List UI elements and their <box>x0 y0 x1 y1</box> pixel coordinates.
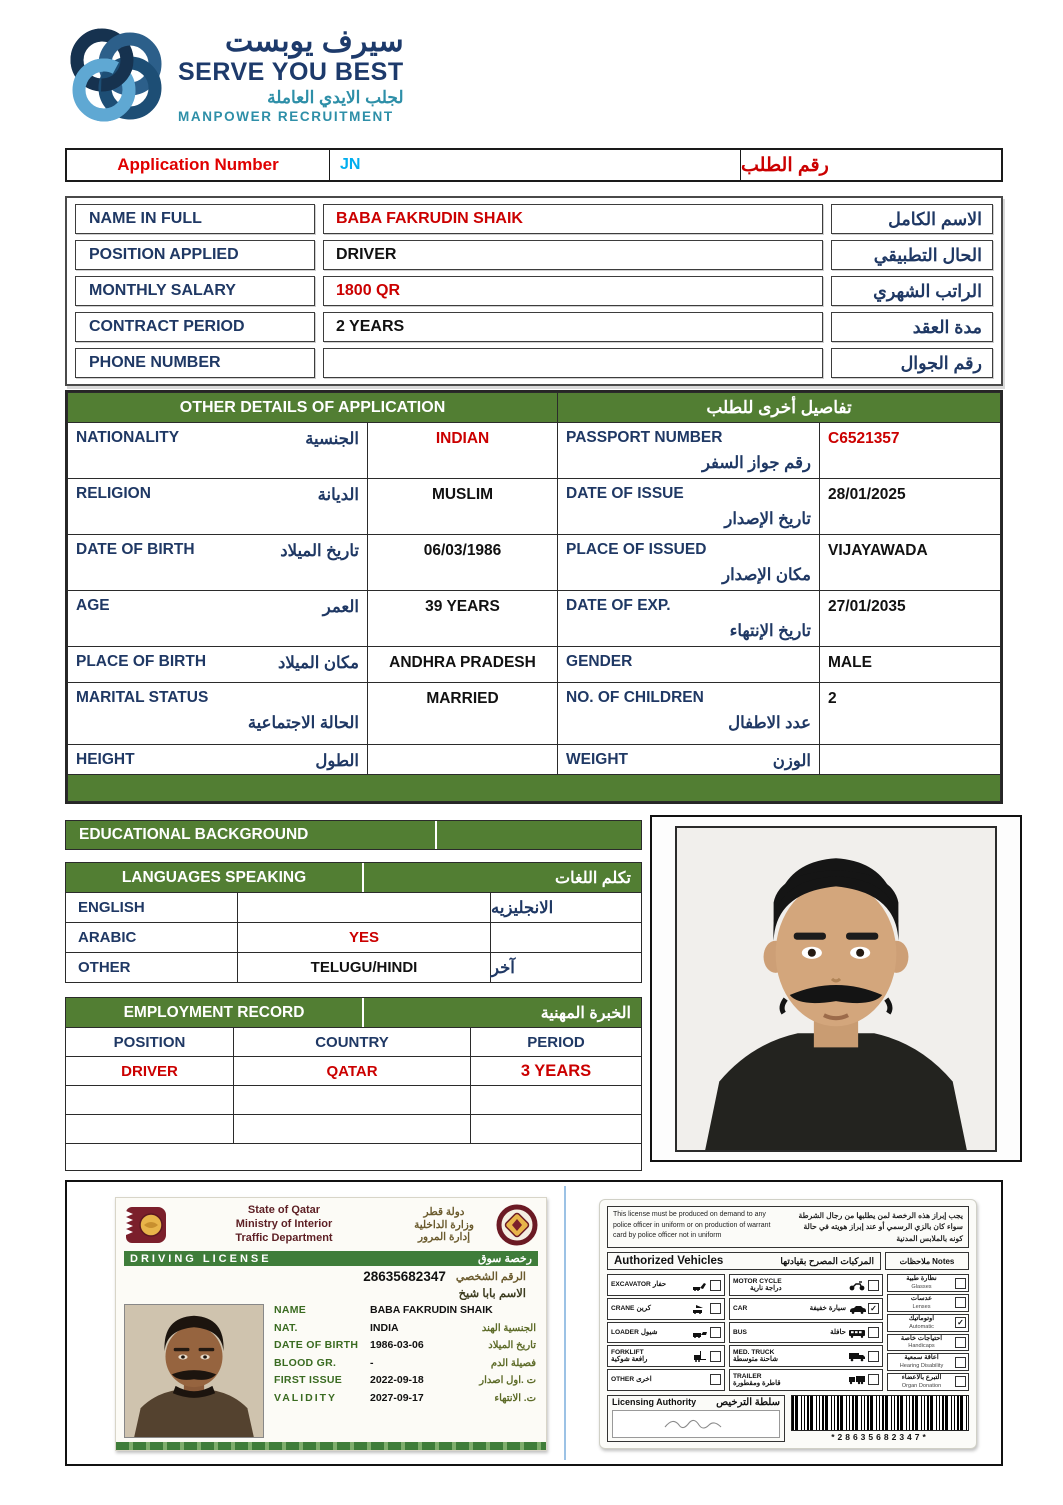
vehicle-checkbox <box>710 1303 721 1314</box>
field-value: VIJAYAWADA <box>820 535 1001 591</box>
excavator-icon <box>692 1280 708 1291</box>
barcode-number: *28635682347* <box>831 1432 929 1442</box>
note-row <box>887 1353 969 1371</box>
note-label-arabic: اعاقة سمعية <box>904 1354 939 1362</box>
other-details-title: OTHER DETAILS OF APPLICATION <box>68 393 558 423</box>
vehicle-label: BUS <box>733 1328 747 1336</box>
languages-header-empty <box>364 863 555 892</box>
applicant-portrait-image <box>677 828 995 1150</box>
field-value: 1800 QR <box>323 276 823 306</box>
logo-title-arabic: سيرف يوبست <box>225 24 404 58</box>
vehicle-row <box>607 1298 725 1320</box>
table-row <box>68 535 1001 591</box>
field-value: MALE <box>820 647 1001 683</box>
field-label-arabic: الحال التطبيقي <box>831 240 993 270</box>
language-label-arabic: الانجليزيه <box>491 898 554 917</box>
license-field-row <box>274 1392 538 1404</box>
field-label: NO. OF CHILDREN <box>566 689 704 706</box>
vehicle-label-arabic: دراجة نارية <box>749 1284 782 1292</box>
loader-icon <box>692 1327 708 1338</box>
field-value: ANDHRA PRADESH <box>368 647 558 683</box>
vehicle-checkbox <box>710 1351 721 1362</box>
educational-background-bar <box>65 820 642 850</box>
language-value: YES <box>238 923 491 952</box>
field-label-arabic: الوزن <box>772 752 812 770</box>
license-field-value: 2022-09-18 <box>370 1374 424 1387</box>
note-checkbox <box>955 1278 966 1289</box>
logo-knot-icon <box>64 20 168 130</box>
field-value: BABA FAKRUDIN SHAIK <box>323 204 823 234</box>
employment-country <box>234 1086 471 1114</box>
field-value: DRIVER <box>323 240 823 270</box>
vehicle-checkbox <box>868 1280 879 1291</box>
note-label-arabic: نظارة طبية <box>906 1275 937 1283</box>
note-row <box>887 1373 969 1391</box>
languages-title-arabic: تكلم اللغات <box>555 869 631 887</box>
field-label: HEIGHT <box>76 751 135 768</box>
field-label-arabic: الجنسية <box>305 430 359 448</box>
field-value: 39 YEARS <box>368 591 558 647</box>
field-label: AGE <box>76 597 110 614</box>
field-label: RELIGION <box>76 485 151 502</box>
field-value: 06/03/1986 <box>368 535 558 591</box>
vehicle-label: LOADER <box>611 1328 639 1336</box>
vehicle-label-arabic: سيارة خفيفة <box>809 1304 846 1312</box>
note-row <box>887 1334 969 1352</box>
field-label-arabic: الطول <box>315 752 359 770</box>
field-value <box>323 348 823 378</box>
field-value: 27/01/2035 <box>820 591 1001 647</box>
language-label-arabic <box>491 923 641 952</box>
note-label: Handicaps <box>908 1343 935 1350</box>
educational-background-empty <box>437 821 641 849</box>
field-label-arabic: مدة العقد <box>831 312 993 342</box>
vehicle-checkbox <box>868 1351 879 1362</box>
education-photo-section <box>65 820 1003 1172</box>
field-value: MUSLIM <box>368 479 558 535</box>
application-number-row <box>65 148 1003 182</box>
table-row <box>68 479 1001 535</box>
vehicle-row <box>607 1345 725 1367</box>
notes-header <box>885 1252 969 1270</box>
field-label-arabic: تاريخ الميلاد <box>280 542 359 560</box>
table-row <box>68 647 1001 683</box>
note-checkbox <box>955 1337 966 1348</box>
bus-icon <box>848 1328 866 1338</box>
employment-record-table <box>65 997 642 1171</box>
vehicle-checkbox <box>868 1327 879 1338</box>
field-value <box>368 745 558 775</box>
field-value: INDIAN <box>368 423 558 479</box>
license-issuer-text-arabic: دولة قطر وزارة الداخلية إدارة المرور <box>414 1206 474 1244</box>
table-row <box>66 1056 641 1085</box>
vehicle-label-arabic: رافعة شوكية <box>611 1356 648 1364</box>
note-row <box>887 1314 969 1332</box>
field-label: WEIGHT <box>566 751 629 768</box>
vehicle-checkbox <box>710 1374 721 1385</box>
language-label: ARABIC <box>66 923 238 952</box>
employment-title-arabic: الخبرة المهنية <box>540 1004 631 1022</box>
field-label-arabic: الراتب الشهري <box>831 276 993 306</box>
note-row <box>887 1294 969 1312</box>
field-label-arabic: رقم الجوال <box>831 348 993 378</box>
truck-icon <box>848 1351 866 1362</box>
language-label: ENGLISH <box>66 893 238 922</box>
educational-background-title: EDUCATIONAL BACKGROUND <box>66 821 437 849</box>
license-field-row <box>274 1339 538 1351</box>
employment-title: EMPLOYMENT RECORD <box>66 998 364 1027</box>
license-number-label-arabic: الرقم الشخصي <box>455 1271 526 1284</box>
table-row <box>66 922 641 952</box>
vehicle-label-arabic: اخرى <box>636 1376 652 1384</box>
other-details-title-arabic: تفاصيل أخرى للطلب <box>558 393 1001 423</box>
note-checkbox <box>955 1357 966 1368</box>
employment-position <box>66 1086 234 1114</box>
authority-signature <box>612 1410 780 1438</box>
vehicle-row <box>729 1274 883 1296</box>
license-field-label: FIRST ISSUE <box>274 1374 343 1387</box>
authorized-vehicles-header <box>607 1252 881 1270</box>
table-row <box>68 591 1001 647</box>
note-checkbox <box>955 1376 966 1387</box>
barcode-icon <box>791 1395 969 1431</box>
application-number-value: JN <box>330 150 741 180</box>
license-field-value: 2027-09-17 <box>370 1391 424 1404</box>
vehicle-label: TRAILER <box>733 1372 762 1380</box>
note-label-arabic: التبرع بالاعضاء <box>901 1374 942 1382</box>
license-field-label: VALIDITY <box>274 1391 338 1404</box>
driving-license-band-title: DRIVING LICENSE <box>130 1252 272 1265</box>
field-label-arabic: الديانة <box>317 486 359 504</box>
green-footer-row <box>68 775 1001 802</box>
vehicle-label-arabic: شاحنة متوسطة <box>733 1356 778 1364</box>
languages-table <box>65 862 642 983</box>
employment-position: DRIVER <box>66 1057 234 1085</box>
driving-license-front <box>115 1197 547 1451</box>
vehicle-row <box>607 1369 725 1391</box>
license-field-label: NAT. <box>274 1321 298 1334</box>
note-label-arabic: عدسات <box>910 1294 933 1302</box>
license-name-arabic: الاسم بابا شيخ <box>458 1288 526 1301</box>
employment-header-empty <box>364 998 541 1027</box>
table-row <box>75 348 993 378</box>
qatar-flag-emblem-icon <box>124 1203 170 1247</box>
license-field-arabic: ت .اول اصدار <box>479 1375 536 1387</box>
field-label: POSITION APPLIED <box>75 240 315 270</box>
notes-title-arabic: ملاحظات <box>899 1256 931 1266</box>
license-field-row <box>274 1304 538 1316</box>
license-field-arabic: الجنسية الهند <box>481 1322 536 1334</box>
license-field-label: NAME <box>274 1304 307 1317</box>
vehicle-label-arabic: قاطرة ومقطورة <box>733 1379 781 1387</box>
field-value: 2 <box>820 683 1001 745</box>
note-label-arabic: اوتوماتيك <box>908 1314 935 1322</box>
licensing-authority-label-arabic: سلطة الترخيص <box>716 1396 780 1408</box>
vehicle-checkbox: ✓ <box>868 1303 879 1314</box>
employment-period: 3 YEARS <box>520 1061 592 1080</box>
trailer-icon <box>848 1374 866 1385</box>
application-number-label: Application Number <box>67 150 330 180</box>
languages-title: LANGUAGES SPEAKING <box>66 863 364 892</box>
employment-empty-row <box>66 1143 641 1170</box>
license-field-value: BABA FAKRUDIN SHAIK <box>370 1304 493 1317</box>
field-label: DATE OF ISSUE <box>566 485 684 502</box>
field-value: 28/01/2025 <box>820 479 1001 535</box>
license-notice-text: This license must be produced on demand to any police officer in uniform or on production of warrant card by police officer not in uniform <box>613 1211 771 1239</box>
car-icon <box>848 1304 866 1314</box>
field-label: PLACE OF ISSUED <box>566 541 707 558</box>
employment-period <box>471 1115 641 1143</box>
table-row <box>66 893 641 922</box>
logo-subtitle-arabic: لجلب الايدي العاملة <box>267 88 404 108</box>
vehicle-label: MED. TRUCK <box>733 1348 775 1356</box>
field-label: DATE OF EXP. <box>566 597 671 614</box>
field-label-arabic: تاريخ الإصدار <box>724 510 812 528</box>
vehicle-label-arabic: شيول <box>640 1328 658 1336</box>
vehicle-row <box>729 1298 883 1320</box>
table-row <box>66 1085 641 1114</box>
license-notice-text-arabic: يجب إبراز هذه الرخصة لمن يطلبها من رجال الشرطة سواء كان بالزي الرسمي أو عند إبراز هويته في حالة كونه بالملابس المدنية <box>798 1211 963 1243</box>
vehicle-row <box>607 1322 725 1344</box>
field-label: CONTRACT PERIOD <box>75 312 315 342</box>
field-label-arabic: تاريخ الإنتهاء <box>729 622 812 640</box>
authorized-vehicles-title: Authorized Vehicles <box>614 1255 724 1268</box>
language-label: OTHER <box>66 953 238 982</box>
table-row <box>66 952 641 982</box>
vehicle-row <box>729 1345 883 1367</box>
field-value: C6521357 <box>820 423 1001 479</box>
field-label: MONTHLY SALARY <box>75 276 315 306</box>
license-field-arabic: ت. الانتهاء <box>494 1392 536 1404</box>
driving-license-band <box>124 1251 538 1266</box>
table-row <box>68 745 1001 775</box>
motorcycle-icon <box>848 1280 866 1291</box>
barcode-box <box>791 1395 969 1442</box>
table-row <box>68 423 1001 479</box>
table-row <box>66 1114 641 1143</box>
license-field-row <box>274 1322 538 1334</box>
company-logo <box>64 20 404 130</box>
driving-license-back <box>599 1199 977 1449</box>
personal-details-table <box>65 196 1003 386</box>
license-field-value: - <box>370 1356 374 1369</box>
field-label: PHONE NUMBER <box>75 348 315 378</box>
field-label-arabic: رقم جواز السفر <box>701 454 812 472</box>
field-label: NATIONALITY <box>76 429 180 446</box>
other-details-table <box>65 390 1003 804</box>
licensing-authority-box <box>607 1395 785 1442</box>
license-photo <box>124 1304 264 1438</box>
employment-country: QATAR <box>234 1057 471 1085</box>
language-value: TELUGU/HINDI <box>238 953 491 982</box>
column-header: COUNTRY <box>234 1028 471 1056</box>
crane-icon <box>692 1303 708 1314</box>
note-label: Glasses <box>911 1284 932 1291</box>
vehicle-checkbox <box>710 1327 721 1338</box>
field-label-arabic: عدد الاطفال <box>728 714 812 732</box>
license-field-label: DATE OF BIRTH <box>274 1339 359 1352</box>
applicant-photo <box>675 826 997 1152</box>
field-label: PLACE OF BIRTH <box>76 653 207 670</box>
table-row <box>75 240 993 270</box>
table-row <box>75 204 993 234</box>
field-label-arabic: الاسم الكامل <box>831 204 993 234</box>
field-label: GENDER <box>566 653 633 670</box>
field-label-arabic: العمر <box>322 598 359 616</box>
vehicle-label-arabic: كرين <box>636 1304 651 1312</box>
employment-columns-row <box>66 1028 641 1056</box>
section-header-row <box>68 393 1001 423</box>
driving-license-band-title-arabic: رخصة سوق <box>477 1253 532 1266</box>
language-label-arabic: آخر <box>491 958 515 977</box>
license-field-value: INDIA <box>370 1321 399 1334</box>
employment-period <box>471 1086 641 1114</box>
field-label: DATE OF BIRTH <box>76 541 195 558</box>
vehicle-row <box>729 1322 883 1344</box>
employment-position <box>66 1115 234 1143</box>
vehicle-checkbox <box>710 1280 721 1291</box>
license-field-row <box>274 1374 538 1386</box>
field-label-arabic: مكان الميلاد <box>277 654 359 672</box>
authorized-vehicles-title-arabic: المركبات المصرح بقيادتها <box>780 1255 874 1266</box>
logo-title: SERVE YOU BEST <box>178 58 404 87</box>
vehicle-label: CAR <box>733 1305 748 1313</box>
vehicle-label-arabic: حفار <box>652 1281 667 1289</box>
note-checkbox <box>955 1297 966 1308</box>
field-label-arabic: الحالة الاجتماعية <box>247 714 359 732</box>
vehicle-checkbox <box>868 1374 879 1385</box>
license-portrait-image <box>125 1305 263 1437</box>
table-row <box>75 276 993 306</box>
license-scans-section <box>65 1180 1003 1466</box>
language-value <box>238 893 491 922</box>
license-field-arabic: فصيلة الدم <box>490 1357 536 1369</box>
column-divider <box>564 1186 566 1460</box>
vehicle-label: MOTOR CYCLE <box>733 1277 782 1285</box>
license-field-arabic: تاريخ الميلاد <box>488 1340 536 1352</box>
notes-title: Notes <box>932 1256 955 1266</box>
license-issuer-text: State of Qatar Ministry of Interior Traffic Department <box>235 1204 333 1244</box>
vehicle-row <box>729 1369 883 1391</box>
note-label: Lenses <box>912 1303 931 1310</box>
license-field-value: 1986-03-06 <box>370 1339 424 1352</box>
vehicle-row <box>607 1274 725 1296</box>
note-checkbox: ✓ <box>955 1317 966 1328</box>
field-label: PASSPORT NUMBER <box>566 429 723 446</box>
vehicle-label: OTHER <box>611 1376 635 1384</box>
field-label: NAME IN FULL <box>75 204 315 234</box>
license-number: 28635682347 <box>363 1269 446 1285</box>
field-value <box>820 745 1001 775</box>
forklift-icon <box>692 1350 708 1362</box>
vehicle-label: FORKLIFT <box>611 1348 644 1356</box>
note-label: Organ Donation <box>901 1383 942 1389</box>
license-field-row <box>274 1357 538 1369</box>
field-value: MARRIED <box>368 683 558 745</box>
field-value: 2 YEARS <box>323 312 823 342</box>
note-label: Automatic <box>909 1323 934 1330</box>
field-label-arabic: مكان الإصدار <box>722 566 812 584</box>
application-number-label-arabic: رقم الطلب <box>741 154 829 176</box>
license-notice <box>607 1206 969 1248</box>
column-header: PERIOD <box>527 1033 585 1051</box>
licensing-authority-label: Licensing Authority <box>612 1397 697 1408</box>
note-label: Hearing Disability <box>899 1363 944 1370</box>
field-label: MARITAL STATUS <box>76 689 209 706</box>
vehicle-label-arabic: حافلة <box>830 1328 846 1336</box>
table-row <box>68 683 1001 745</box>
traffic-dept-emblem-icon <box>496 1204 538 1246</box>
column-header: POSITION <box>66 1028 234 1056</box>
logo-subtitle: MANPOWER RECRUITMENT <box>178 109 394 125</box>
license-decorative-band <box>116 1442 546 1450</box>
vehicle-label: EXCAVATOR <box>611 1281 651 1289</box>
applicant-photo-box <box>650 815 1022 1162</box>
vehicle-label: CRANE <box>611 1305 635 1313</box>
green-divider-bar <box>68 775 1001 802</box>
table-row <box>75 312 993 342</box>
note-label-arabic: احتياجات خاصة <box>900 1334 943 1342</box>
employment-country <box>234 1115 471 1143</box>
note-row <box>887 1274 969 1292</box>
license-field-label: BLOOD GR. <box>274 1356 337 1369</box>
